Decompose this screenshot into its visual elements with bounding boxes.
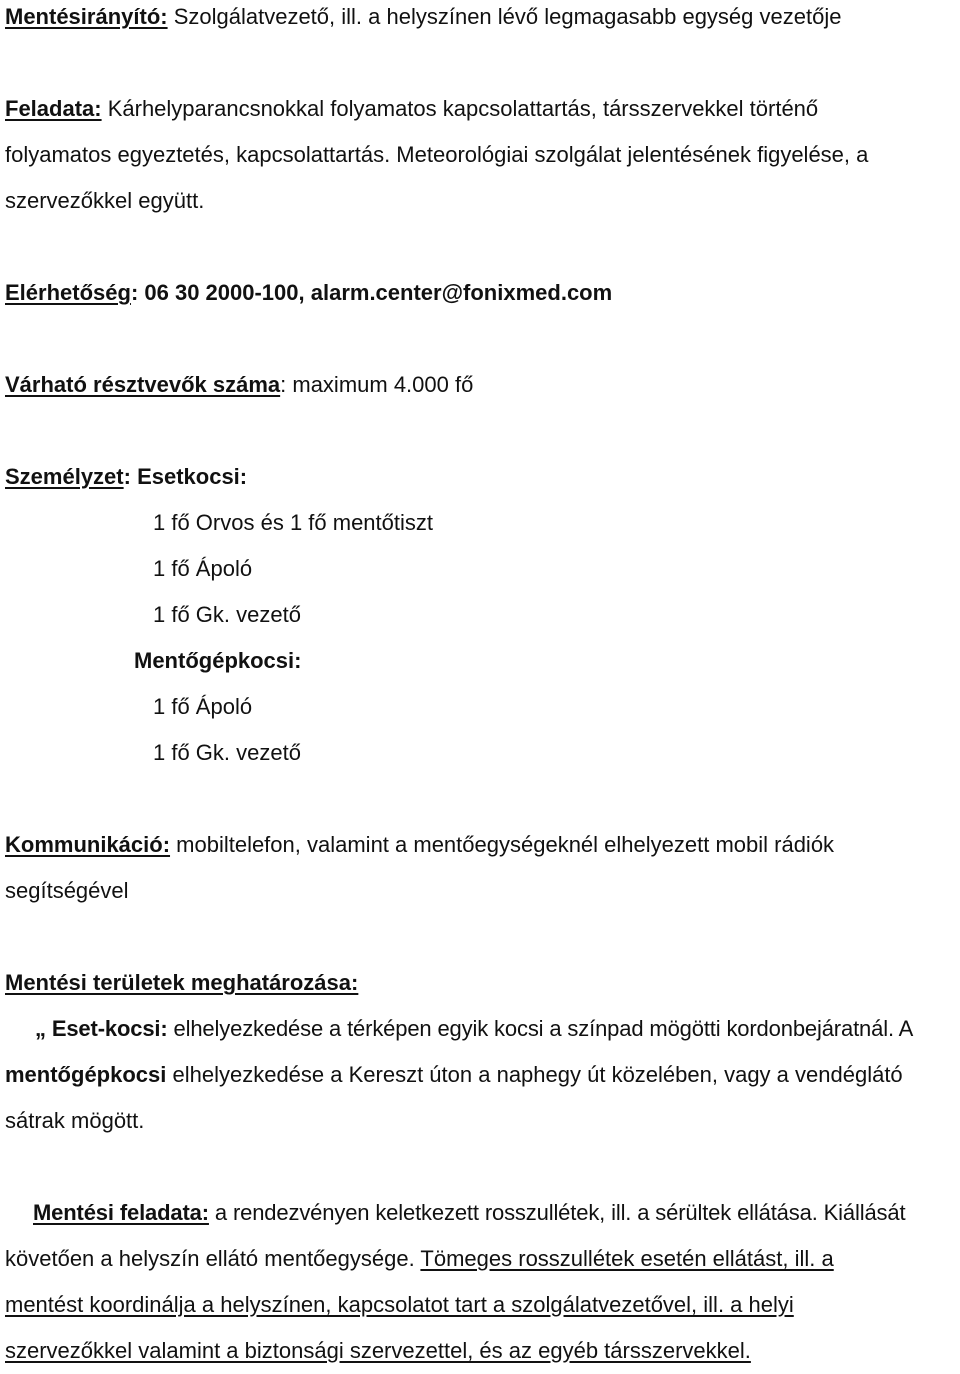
mentogepkocsi-inline-label: mentőgépkocsi (5, 1062, 167, 1087)
feladat-line-4: szervezőkkel valamint a biztonsági szervezettel, és az egyéb társszervekkel. (5, 1338, 751, 1363)
mentesiranyito-label: Mentésirányító: (5, 4, 168, 29)
feladata-line-3 (5, 178, 957, 224)
mentogepkocsi-item: 1 fő Gk. vezető (153, 740, 301, 765)
spacer (5, 40, 957, 86)
resztvevok-line (5, 362, 957, 408)
feladata-text-3: szervezőkkel együtt. (5, 188, 205, 213)
teruletek-line-1 (5, 1006, 957, 1052)
feladat-line-3: mentést koordinálja a helyszínen, kapcsolatot tart a szolgálatvezetővel, ill. a helyi (5, 1292, 794, 1317)
kommunikacio-text-2: segítségével (5, 878, 129, 903)
mentogepkocsi-inline-text: elhelyezkedése a Kereszt úton a naphegy út közelében, vagy a vendéglátó (166, 1062, 903, 1087)
resztvevok-value: : maximum 4.000 fő (280, 372, 474, 397)
szemelyzet-line (5, 454, 957, 500)
elerhetoseg-label: Elérhetőség (5, 280, 131, 305)
teruletek-heading: Mentési területek meghatározása: (5, 970, 359, 995)
mentesiranyito-value: Szolgálatvezető, ill. a helyszínen lévő legmagasabb egység vezetője (167, 4, 842, 29)
feladata-text-1: Kárhelyparancsnokkal folyamatos kapcsolattartás, társszervekkel történő (101, 96, 819, 121)
teruletek-text-3: sátrak mögött. (5, 1108, 145, 1133)
mentesiranyito-line (5, 0, 957, 40)
esetkocsi-item: 1 fő Ápoló (153, 556, 253, 581)
feladat-label: Mentési feladata: (33, 1200, 209, 1225)
esetkocsi-item: 1 fő Orvos és 1 fő mentőtiszt (153, 510, 434, 535)
spacer (5, 776, 957, 822)
elerhetoseg-line (5, 270, 957, 316)
feladata-line-2 (5, 132, 957, 178)
feladata-text-2: folyamatos egyeztetés, kapcsolattartás. Meteorológiai szolgálat jelentésének figyelése, a (5, 142, 869, 167)
elerhetoseg-value: : 06 30 2000-100, alarm.center@fonixmed.com (130, 280, 613, 305)
feladat-line-1 (5, 1190, 957, 1236)
spacer (5, 914, 957, 960)
kommunikacio-text-1: mobiltelefon, valamint a mentőegységeknél elhelyezett mobil rádiók (170, 832, 835, 857)
mentogepkocsi-item: 1 fő Ápoló (153, 694, 253, 719)
kommunikacio-line-2 (5, 868, 957, 914)
resztvevok-label: Várható résztvevők száma (5, 372, 281, 397)
szemelyzet-label: Személyzet (5, 464, 124, 489)
feladat-text-1: a rendezvényen keletkezett rosszullétek, ill. a sérültek ellátása. Kiállását (208, 1200, 906, 1225)
mentogepkocsi-label: Mentőgépkocsi: (134, 648, 302, 673)
kommunikacio-label: Kommunikáció: (5, 832, 171, 857)
teruletek-line-2 (5, 1052, 957, 1098)
feladata-label: Feladata: (5, 96, 102, 121)
feladat-text-2-plain: követően a helyszín ellátó mentőegysége. (5, 1246, 421, 1271)
eset-kocsi-text: elhelyezkedése a térképen egyik kocsi a színpad mögötti kordonbejáratnál. A (167, 1016, 914, 1041)
feladata-line-1 (5, 86, 957, 132)
document-body (5, 0, 957, 1374)
spacer (5, 316, 957, 362)
quote-mark: „ (35, 1016, 46, 1041)
esetkocsi-label: : Esetkocsi: (123, 464, 248, 489)
feladat-line-2 (5, 1236, 957, 1282)
esetkocsi-item: 1 fő Gk. vezető (153, 602, 301, 627)
teruletek-line-3 (5, 1098, 957, 1144)
kommunikacio-line-1 (5, 822, 957, 868)
eset-kocsi-label: Eset-kocsi: (45, 1016, 168, 1041)
spacer (5, 408, 957, 454)
spacer (5, 224, 957, 270)
spacer (5, 1144, 957, 1190)
feladat-text-2-underlined: Tömeges rosszullétek esetén ellátást, ill. a (420, 1246, 834, 1271)
